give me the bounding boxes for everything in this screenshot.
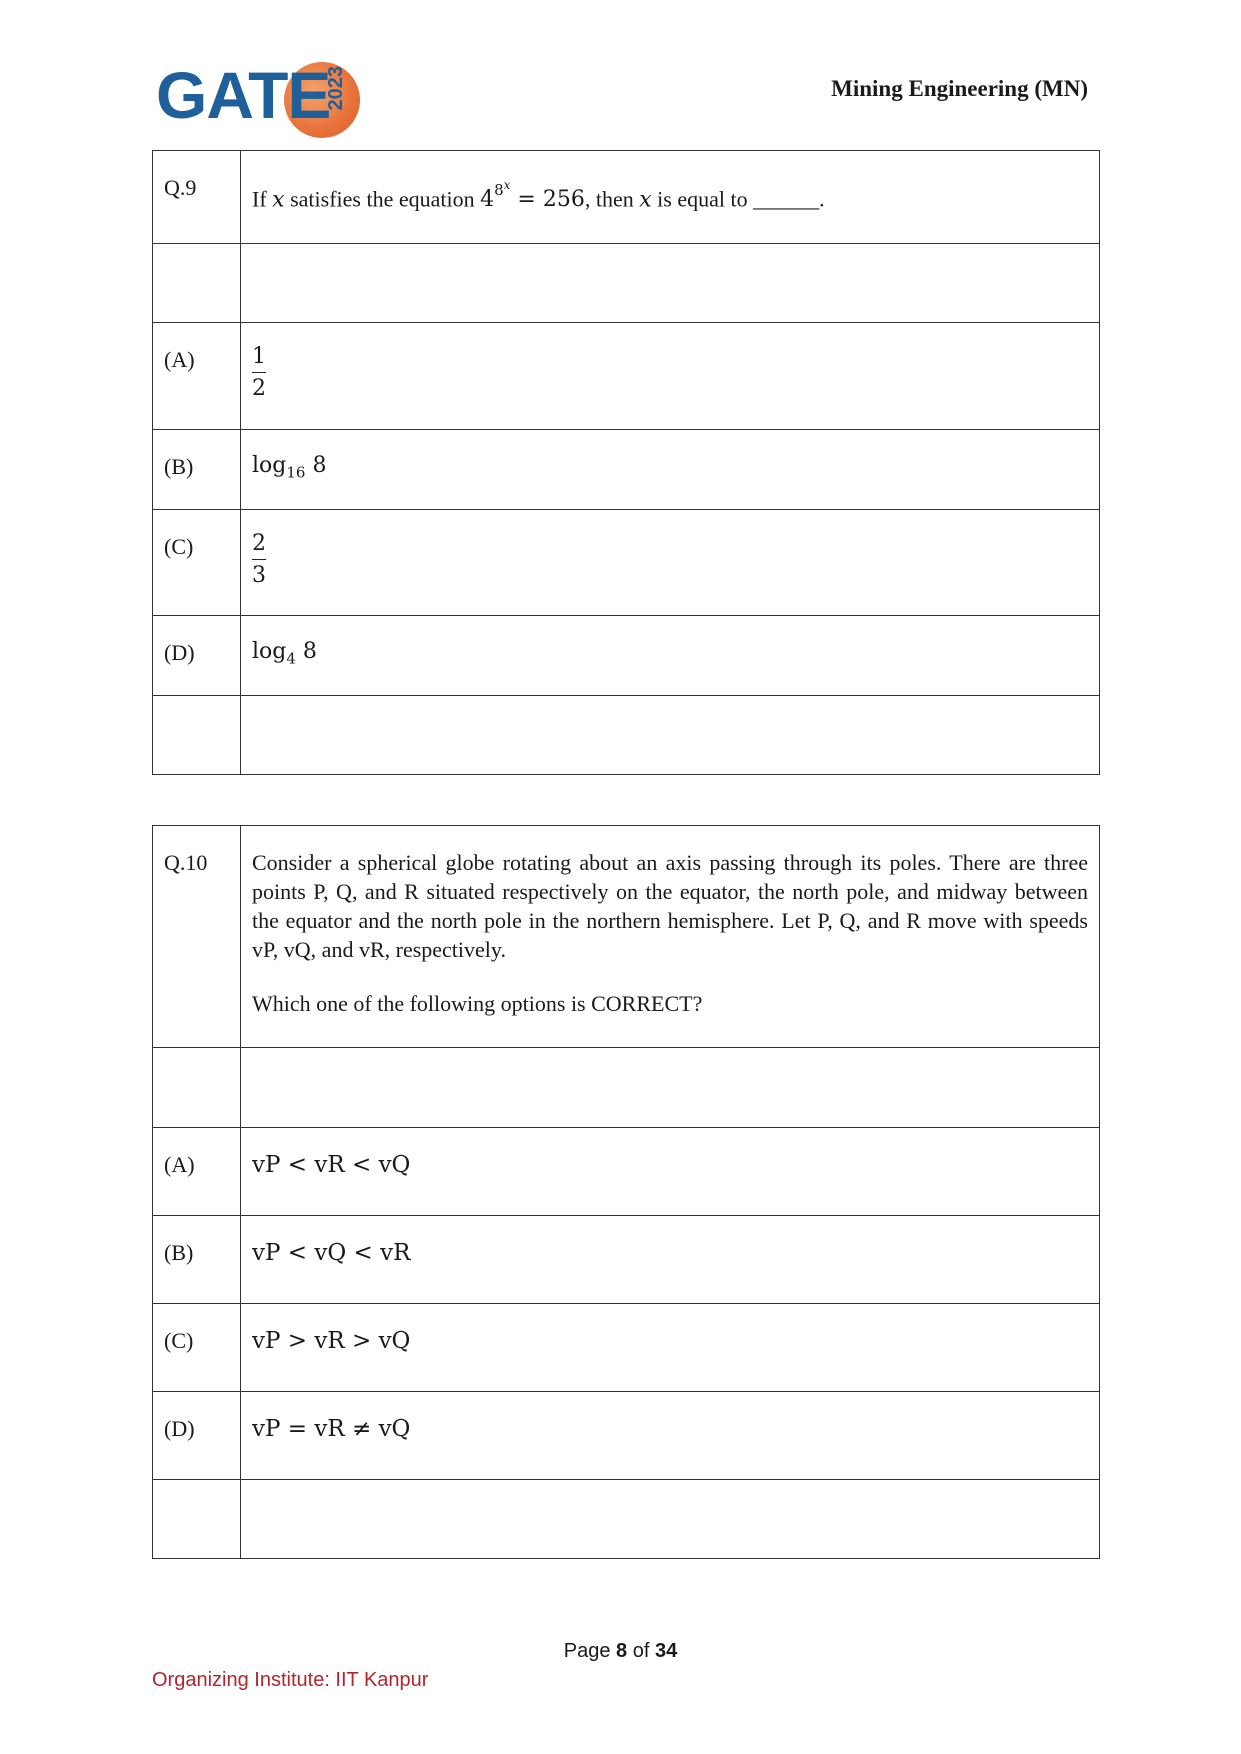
empty-cell bbox=[241, 1480, 1100, 1559]
option-b-value: $\log_{16} 8$ bbox=[241, 430, 1100, 510]
organizing-institute: Organizing Institute: IIT Kanpur bbox=[152, 1669, 429, 1691]
question-number: Q.10 bbox=[153, 826, 241, 1048]
page-header-title: Mining Engineering (MN) bbox=[831, 76, 1088, 101]
question-10-table bbox=[152, 825, 1100, 1559]
gate-logo bbox=[156, 60, 366, 140]
question-text bbox=[241, 826, 1100, 1048]
empty-cell bbox=[241, 1048, 1100, 1128]
option-a-value: vP < vR < vQ bbox=[241, 1128, 1100, 1216]
question-number: Q.9 bbox=[153, 151, 241, 244]
question-9-table bbox=[152, 150, 1100, 775]
question-text: If x satisfies the equation $4^{8^x} = 256$, then x is equal to ______. bbox=[241, 151, 1100, 244]
empty-cell bbox=[153, 696, 241, 775]
option-label: (D) bbox=[153, 1392, 241, 1480]
empty-cell bbox=[241, 696, 1100, 775]
empty-cell bbox=[153, 1048, 241, 1128]
question-paragraph: Consider a spherical globe rotating about an axis passing through its poles. There are three points P, Q, and R situated respectively on the equator, the north pole, and midway between the equator and the north pole in the northern hemisphere. Let P, Q, and R move with speeds vP, vQ, and vR, respectively. bbox=[252, 850, 1088, 962]
option-row bbox=[153, 1304, 1100, 1392]
option-row bbox=[153, 1128, 1100, 1216]
empty-cell bbox=[153, 1480, 241, 1559]
logo-year: 2023 bbox=[325, 66, 347, 111]
option-d-value: $\log_4 8$ bbox=[241, 616, 1100, 696]
option-row bbox=[153, 430, 1100, 510]
empty-cell bbox=[241, 244, 1100, 323]
option-row bbox=[153, 510, 1100, 616]
option-label: (A) bbox=[153, 323, 241, 430]
option-a-value: $\frac{1}{2}$ bbox=[241, 323, 1100, 430]
logo-text: GATE bbox=[156, 58, 331, 132]
question-prompt: Which one of the following options is CORRECT? bbox=[252, 991, 703, 1016]
option-c-value: $\frac{2}{3}$ bbox=[241, 510, 1100, 616]
option-c-value: vP > vR > vQ bbox=[241, 1304, 1100, 1392]
option-row bbox=[153, 323, 1100, 430]
option-label: (A) bbox=[153, 1128, 241, 1216]
empty-cell bbox=[153, 244, 241, 323]
option-d-value: vP = vR ≠ vQ bbox=[241, 1392, 1100, 1480]
page-number: Page 8 of 34 bbox=[563, 1640, 678, 1662]
option-label: (C) bbox=[153, 510, 241, 616]
option-label: (B) bbox=[153, 430, 241, 510]
option-row bbox=[153, 1392, 1100, 1480]
option-row bbox=[153, 1216, 1100, 1304]
option-label: (D) bbox=[153, 616, 241, 696]
option-label: (C) bbox=[153, 1304, 241, 1392]
option-label: (B) bbox=[153, 1216, 241, 1304]
option-b-value: vP < vQ < vR bbox=[241, 1216, 1100, 1304]
option-row bbox=[153, 616, 1100, 696]
